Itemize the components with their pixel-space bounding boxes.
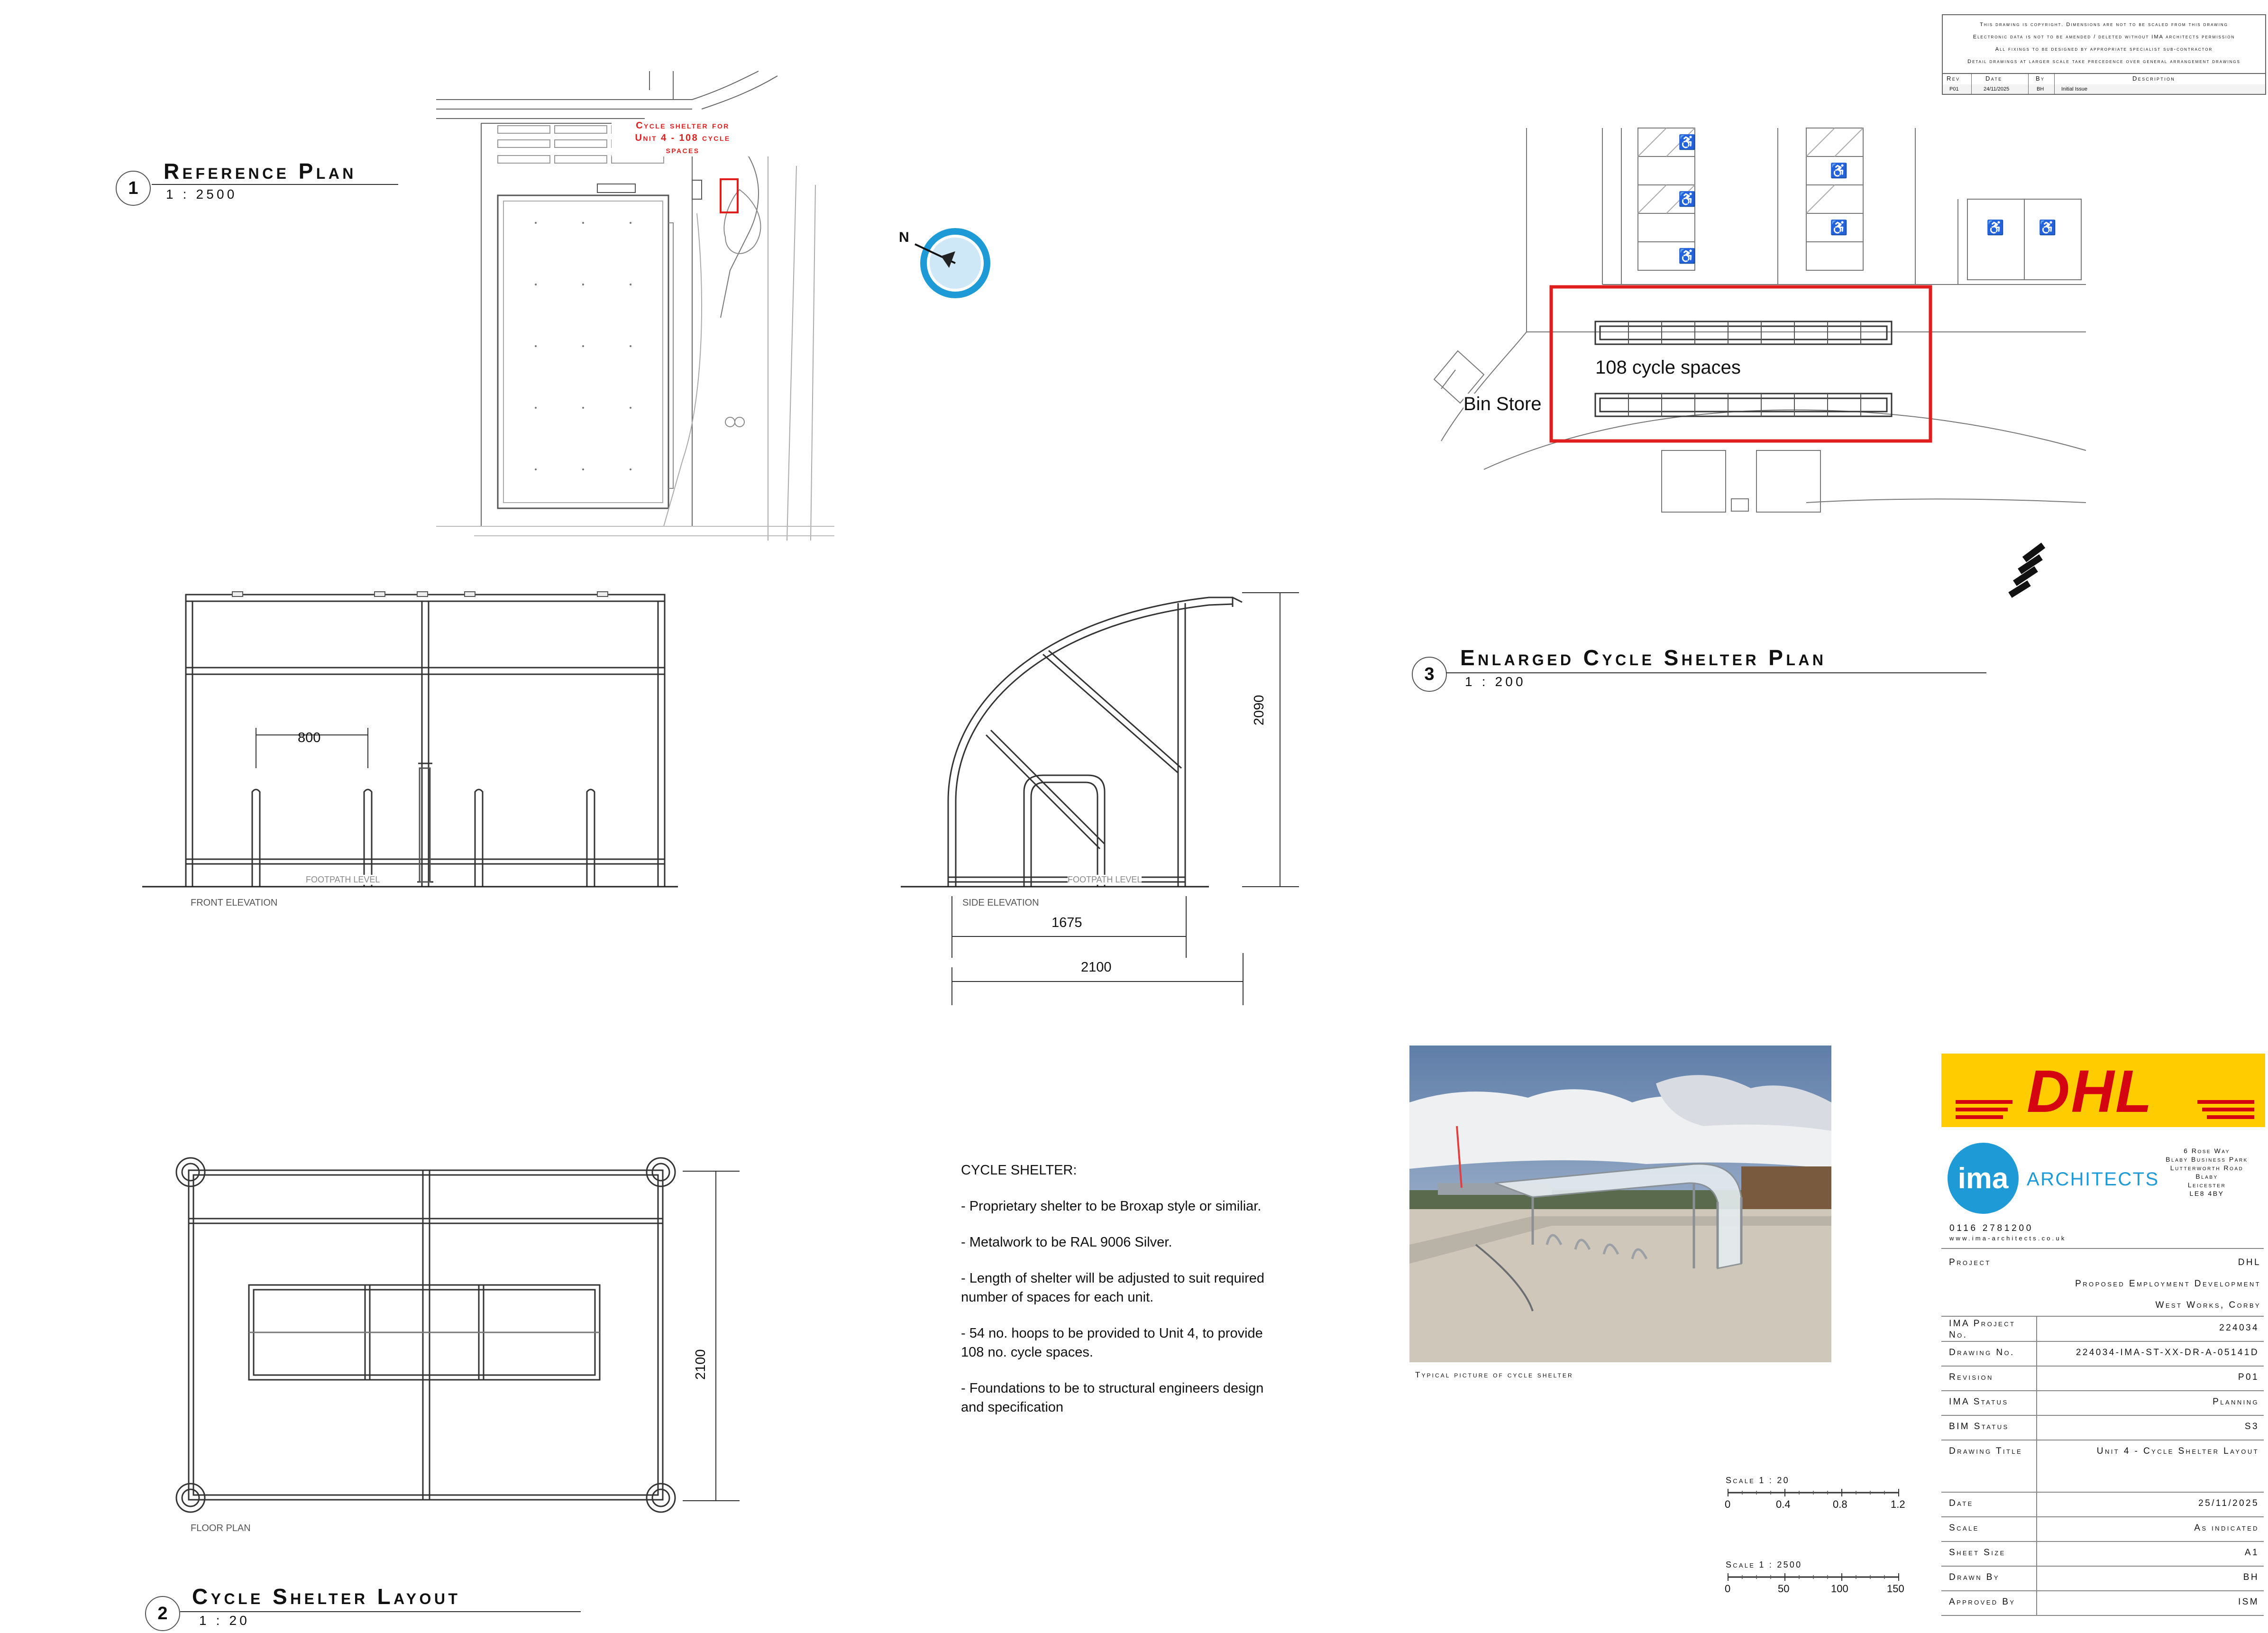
revision-label: Revision [1949, 1372, 1994, 1382]
project-line-2: Proposed Employment Development [2075, 1279, 2261, 1289]
view3-number: 3 [1412, 657, 1447, 692]
dim-2100-plan-label: 2100 [693, 1349, 708, 1380]
floor-plan-drawing [171, 1152, 749, 1532]
scale-bar-1-tick-3: 1.2 [1891, 1498, 1905, 1510]
dhl-logo [1941, 1054, 2265, 1127]
cycle-spaces-label: 108 cycle spaces [1595, 357, 1741, 378]
dim-1675-label: 1675 [1052, 915, 1082, 930]
scale-bar-2 [1726, 1572, 1901, 1582]
view2-title: Cycle Shelter Layout [192, 1584, 461, 1609]
front-elevation-caption: FRONT ELEVATION [191, 898, 278, 908]
revision-box [1942, 14, 2266, 95]
firm-phone: 0116 2781200 [1949, 1223, 2034, 1233]
ima-project-no-value: 224034 [2219, 1323, 2259, 1333]
ima-architects-name: ARCHITECTS [2027, 1169, 2159, 1190]
north-arrow-icon [896, 223, 1000, 308]
date-value: 25/11/2025 [2198, 1498, 2259, 1508]
ima-mark: ima [1957, 1162, 2009, 1195]
dim-2090-label: 2090 [1252, 695, 1267, 725]
address-line-2: Blaby Business Park [2166, 1156, 2248, 1163]
svg-text:♿: ♿ [1678, 135, 1696, 150]
notes-heading: CYCLE SHELTER: [961, 1163, 1077, 1178]
scale-bar-1 [1726, 1488, 1901, 1497]
floor-plan-caption: FLOOR PLAN [191, 1523, 251, 1533]
note-item-2: - Metalwork to be RAL 9006 Silver. [961, 1235, 1172, 1250]
side-elevation-drawing [901, 583, 1308, 1010]
view3-scale: 1 : 200 [1465, 674, 1526, 689]
drawing-title-value: Unit 4 - Cycle Shelter Layout [2096, 1446, 2259, 1456]
notes-block [961, 1161, 1264, 1434]
description-header: Description [2132, 75, 2176, 82]
scale-label: Scale [1949, 1523, 1979, 1533]
date-value: 24/11/2025 [1984, 86, 2010, 92]
enlarged-plan-drawing [1413, 128, 2086, 621]
bim-status-value: S3 [2244, 1422, 2259, 1431]
copyright-note-4: Detail drawings at larger scale take precedence over general arrangement drawings [1967, 59, 2241, 64]
svg-text:N: N [899, 229, 909, 245]
scale-bar-1-tick-2: 0.8 [1833, 1498, 1847, 1510]
view1-scale: 1 : 2500 [166, 187, 238, 202]
scale-bar-2-tick-0: 0 [1725, 1583, 1731, 1595]
bin-store-label: Bin Store [1463, 394, 1542, 414]
front-elevation-drawing [142, 583, 678, 896]
cycle-shelter-photo [1409, 1046, 1831, 1362]
copyright-note-2: Electronic data is not to be amended / deleted without IMA architects permission [1973, 34, 2235, 40]
view1-number: 1 [116, 171, 151, 206]
project-line-1: DHL [2238, 1257, 2261, 1267]
date-label: Date [1949, 1498, 1974, 1508]
dim-2100-side-label: 2100 [1081, 960, 1112, 975]
callout-line-2: Unit 4 - 108 cycle [635, 133, 731, 143]
drawing-no-label: Drawing No. [1949, 1348, 2015, 1358]
scale-bar-2-tick-2: 100 [1831, 1583, 1848, 1595]
date-header: Date [1985, 75, 2003, 82]
ima-status-value: Planning [2213, 1397, 2259, 1407]
approved-by-label: Approved By [1949, 1597, 2016, 1607]
side-elevation-caption: SIDE ELEVATION [962, 898, 1039, 908]
view2-number: 2 [145, 1596, 180, 1631]
ima-status-label: IMA Status [1949, 1397, 2009, 1407]
address-line-4: Blaby [2195, 1173, 2218, 1180]
firm-website: www.ima-architects.co.uk [1949, 1235, 2067, 1242]
callout-line-1: Cycle shelter for [636, 120, 730, 131]
sheet-size-value: A1 [2244, 1548, 2259, 1558]
view3-title: Enlarged Cycle Shelter Plan [1460, 645, 1827, 670]
ima-project-no-label: IMA Project No. [1949, 1319, 2016, 1340]
copyright-note-3: All fixings to be designed by appropriate specialist sub-contractor [1995, 46, 2213, 52]
ima-logo-icon [1948, 1143, 2019, 1214]
svg-text:♿: ♿ [2039, 220, 2057, 236]
svg-text:♿: ♿ [1830, 220, 1848, 236]
svg-text:♿: ♿ [1678, 192, 1696, 207]
description-value: Initial Issue [2061, 86, 2088, 92]
view2-scale: 1 : 20 [199, 1613, 250, 1628]
dhl-wordmark: DHL [2027, 1058, 2153, 1125]
drawing-title-label: Drawing Title [1949, 1446, 2023, 1456]
reference-plan-callout [612, 119, 754, 156]
revision-value: P01 [2238, 1372, 2259, 1382]
address-line-3: Lutterworth Road [2170, 1164, 2244, 1172]
bim-status-label: BIM Status [1949, 1422, 2009, 1431]
front-footpath-level: FOOTPATH LEVEL [306, 875, 380, 884]
scale-bar-2-tick-3: 150 [1887, 1583, 1904, 1595]
by-header: By [2036, 75, 2045, 82]
approved-by-value: ISM [2238, 1597, 2259, 1607]
dim-800-label: 800 [298, 730, 321, 745]
project-label: Project [1949, 1257, 1991, 1267]
firm-address [2152, 1147, 2261, 1198]
callout-line-3: spaces [666, 145, 700, 156]
note-item-4: - 54 no. hoops to be provided to Unit 4, to provide 108 no. cycle spaces. [961, 1326, 1263, 1360]
note-item-1: - Proprietary shelter to be Broxap style or similiar. [961, 1199, 1262, 1214]
side-footpath-level: FOOTPATH LEVEL [1068, 875, 1142, 884]
project-line-3: West Works, Corby [2155, 1300, 2261, 1310]
scale-value: As indicated [2194, 1523, 2259, 1533]
svg-text:♿: ♿ [1986, 220, 2004, 236]
address-line-5: Leicester [2187, 1181, 2226, 1189]
scale-bar-1-tick-0: 0 [1725, 1498, 1731, 1510]
scale-bar-2-tick-1: 50 [1778, 1583, 1790, 1595]
drawn-by-label: Drawn By [1949, 1572, 2000, 1582]
scale-bar-2-label: Scale 1 : 2500 [1726, 1560, 1802, 1569]
rev-header: Rev [1947, 75, 1960, 82]
address-line-6: LE8 4BY [2189, 1190, 2224, 1197]
drawn-by-value: BH [2243, 1572, 2259, 1582]
drawing-no-value: 224034-IMA-ST-XX-DR-A-05141D [2076, 1348, 2259, 1358]
photo-caption: Typical picture of cycle shelter [1415, 1370, 1573, 1379]
svg-text:♿: ♿ [1678, 248, 1696, 264]
note-item-5: - Foundations to be to structural engineers design and specification [961, 1381, 1264, 1415]
note-item-3: - Length of shelter will be adjusted to suit required number of spaces for each unit. [961, 1271, 1264, 1305]
by-value: BH [2037, 86, 2044, 92]
address-line-1: 6 Rose Way [2184, 1147, 2230, 1155]
sheet-size-label: Sheet Size [1949, 1548, 2006, 1558]
scale-bar-1-tick-1: 0.4 [1776, 1498, 1791, 1510]
scale-bar-1-label: Scale 1 : 20 [1726, 1476, 1790, 1485]
view1-title: Reference Plan [164, 159, 357, 183]
svg-text:♿: ♿ [1830, 163, 1848, 179]
rev-value: P01 [1949, 86, 1959, 92]
copyright-note-1: This drawing is copyright. Dimensions are not to be scaled from this drawing [1980, 22, 2228, 28]
